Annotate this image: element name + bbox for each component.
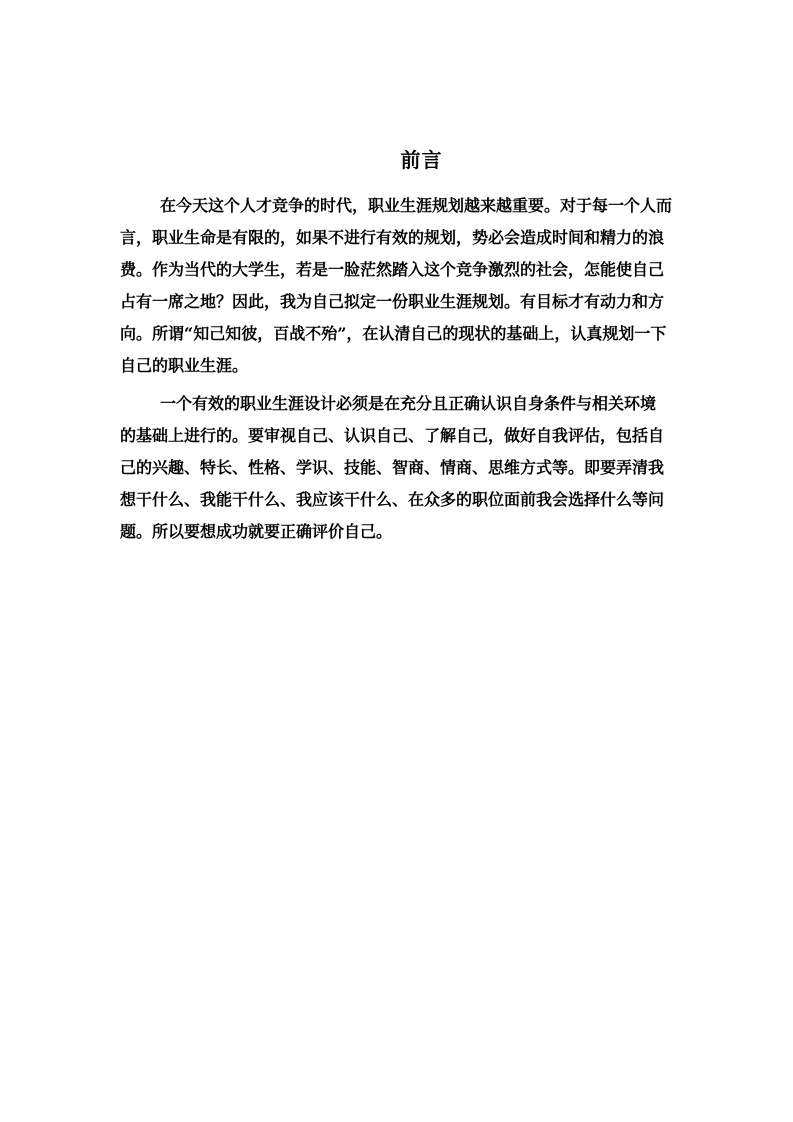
paragraph-2 bbox=[120, 388, 676, 548]
paragraph-line: 自己的职业生涯。 bbox=[120, 356, 249, 375]
paragraph-line: 在今天这个人才竞争的时代，职业生涯规划越来越重要。对于每一个人而 bbox=[160, 196, 673, 215]
paragraph-line: 己的兴趣、特长、性格、学识、技能、智商、情商、思维方式等。即要弄清我 bbox=[120, 458, 665, 477]
paragraph-line: 题。所以要想成功就要正确评价自己。 bbox=[120, 522, 393, 541]
paragraph-line: 一个有效的职业生涯设计必须是在充分且正确认识自身条件与相关环境 bbox=[160, 394, 657, 413]
paragraph-line: 想干什么、我能干什么、我应该干什么、在众多的职位面前我会选择什么等问 bbox=[120, 490, 665, 509]
page-title: 前言 bbox=[400, 148, 443, 172]
paragraph-line: 费。作为当代的大学生，若是一脸茫然踏入这个竞争激烈的社会，怎能使自己 bbox=[120, 260, 665, 279]
paragraph-line: 向。所谓“知己知彼，百战不殆”，在认清自己的现状的基础上，认真规划一下 bbox=[120, 324, 667, 343]
paragraph-line: 言，职业生命是有限的，如果不进行有效的规划，势必会造成时间和精力的浪 bbox=[120, 228, 665, 247]
paragraph-1 bbox=[120, 190, 676, 382]
paragraph-line: 的基础上进行的。要审视自己、认识自己、了解自己，做好自我评估，包括自 bbox=[120, 426, 665, 445]
paragraph-line: 占有一席之地？因此，我为自己拟定一份职业生涯规划。有目标才有动力和方 bbox=[120, 292, 665, 311]
